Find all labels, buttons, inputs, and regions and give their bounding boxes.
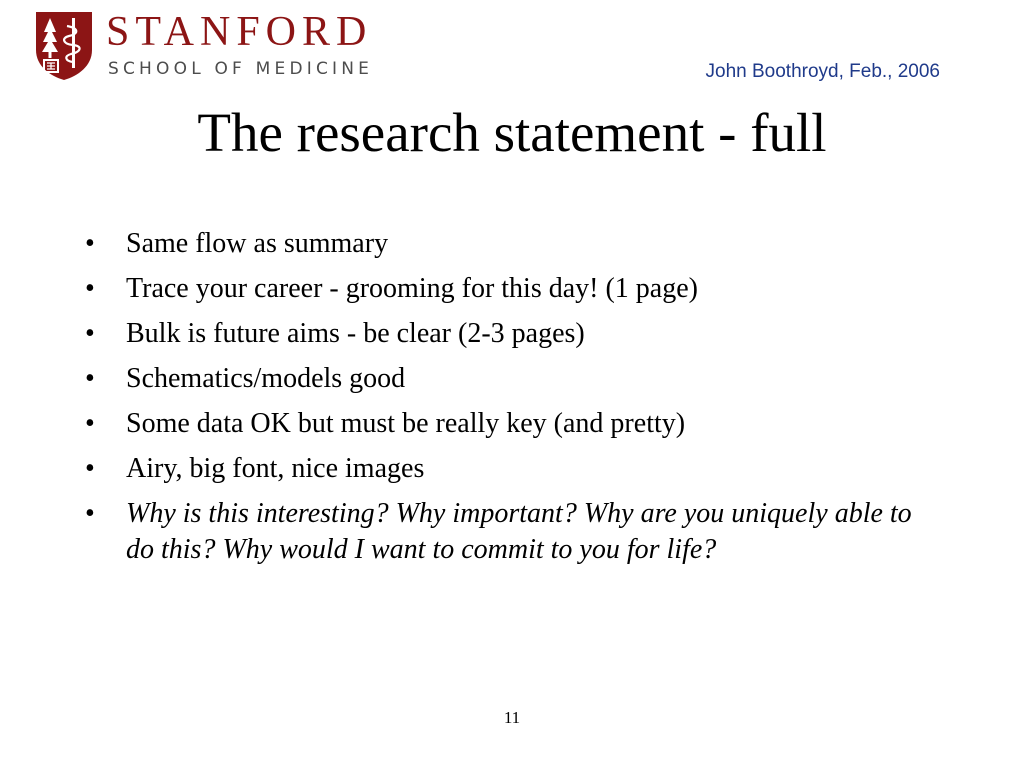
logo-wordmark: STANFORD	[106, 9, 373, 55]
bullet-marker: •	[85, 498, 95, 529]
bullet-item	[85, 316, 945, 352]
author-date-byline: John Boothroyd, Feb., 2006	[705, 61, 940, 82]
bullet-item	[85, 226, 945, 262]
bullet-marker: •	[85, 273, 95, 304]
bullet-marker: •	[85, 318, 95, 349]
bullet-list	[85, 226, 945, 577]
bullet-marker: •	[85, 453, 95, 484]
bullet-text: Trace your career - grooming for this day! (1 page)	[126, 273, 698, 304]
bullet-item-questions	[85, 496, 945, 568]
bullet-marker: •	[85, 228, 95, 259]
bullet-text: Some data OK but must be really key (and pretty)	[126, 408, 686, 439]
page-number: 11	[503, 708, 521, 727]
bullet-item	[85, 451, 945, 487]
bullet-item	[85, 271, 945, 307]
bullet-item	[85, 361, 945, 397]
bullet-text: Bulk is future aims - be clear (2-3 pages)	[126, 318, 585, 349]
bullet-text: Airy, big font, nice images	[126, 453, 425, 484]
bullet-text: Why is this interesting? Why important? Why are you uniquely able to do this? Why would I want to commit to you for life?	[126, 498, 912, 565]
bullet-marker: •	[85, 408, 95, 439]
bullet-item	[85, 406, 945, 442]
bullet-marker: •	[85, 363, 95, 394]
logo-subword: SCHOOL OF MEDICINE	[108, 59, 374, 79]
stanford-medicine-logo	[34, 10, 414, 85]
stanford-shield-icon	[34, 10, 94, 82]
slide-title: The research statement - full	[197, 102, 827, 163]
bullet-text: Schematics/models good	[126, 363, 406, 394]
bullet-text: Same flow as summary	[126, 228, 389, 259]
